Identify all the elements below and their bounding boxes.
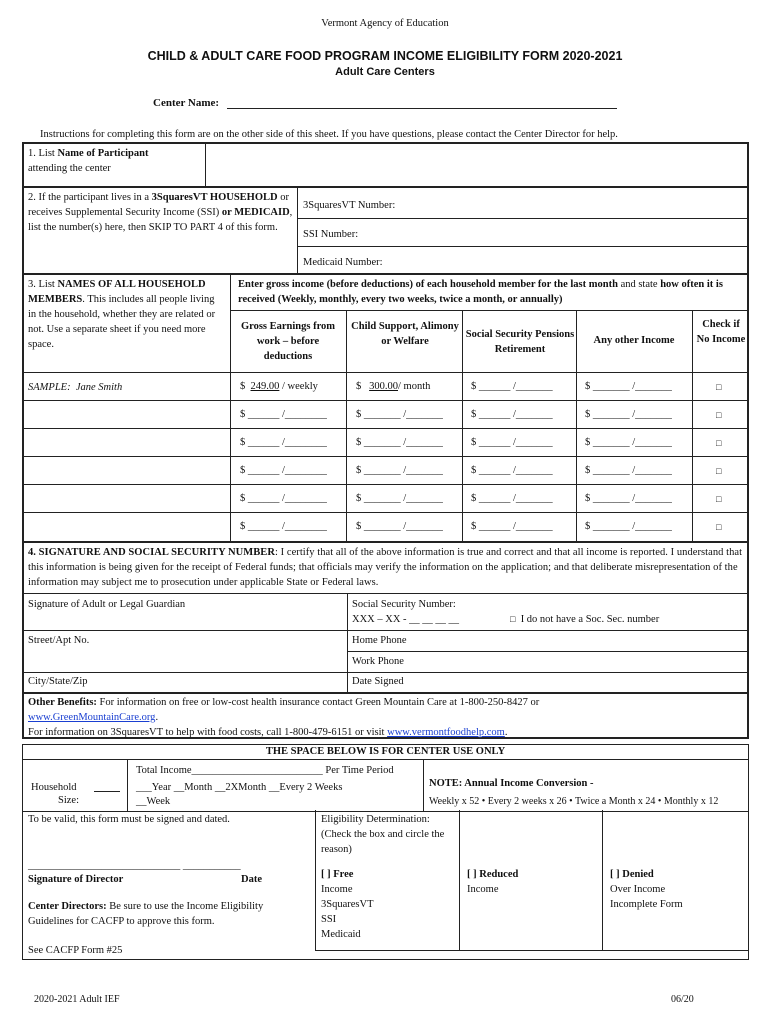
member-name-input[interactable] — [24, 458, 229, 484]
income-gross-earnings-input[interactable]: $ ______ /________ — [240, 521, 327, 532]
income-gross-earnings-input[interactable]: $ ______ /________ — [240, 493, 327, 504]
col-other-income: Any other Income — [593, 335, 675, 346]
form-title: CHILD & ADULT CARE FOOD PROGRAM INCOME ELIGIBILITY FORM 2020-2021 — [147, 49, 623, 63]
valid-notice: To be valid, this form must be signed and dated. — [28, 814, 230, 825]
col-social-security: Social Security Pensions Retirement — [465, 329, 575, 355]
income-child-support-input[interactable]: $ _______ /_______ — [356, 493, 443, 504]
income-child-support-input[interactable]: $ _______ /_______ — [356, 437, 443, 448]
income-gross-earnings-input[interactable]: $ ______ /________ — [240, 465, 327, 476]
part1-label: 1. List Name of Participant attending the center — [28, 148, 149, 174]
no-ssn-checkbox[interactable]: □ — [510, 614, 516, 624]
reduced-option[interactable]: [ ] Reduced Income — [467, 869, 519, 895]
income-instructions: Enter gross income (before deductions) of each household member for the last month and state how often it is received (Weekly, monthly, every two weeks, twice a month, or annually) — [238, 279, 723, 305]
col-child-support: Child Support, Alimony or Welfare — [351, 321, 459, 347]
other-benefits: Other Benefits: For information on free or low-cost health insurance contact Green Mountain Care at 1-800-250-8427 or www.GreenMountainCare.org. For information on 3SquaresVT to help with food costs, call 1-800-479-6151 or visit www.vermontfoodhelp.com. — [28, 697, 540, 738]
eligibility-determination: Eligibility Determination: (Check the box and circle the reason) — [321, 814, 445, 855]
col-gross-earnings: Gross Earnings from work – before deductions — [240, 321, 336, 362]
income-other-income-input[interactable]: $ _______ /_______ — [585, 521, 672, 532]
vermontfoodhelp-link[interactable]: www.vermontfoodhelp.com — [387, 727, 505, 738]
frequency-options[interactable]: ___Year __Month __2XMonth __Every 2 Weeks — [136, 782, 343, 793]
income-social-security-input[interactable]: $ ______ /_______ — [471, 409, 553, 420]
household-size-input[interactable] — [94, 791, 120, 792]
income-social-security-input[interactable]: $ ______ /_______ — [471, 521, 553, 532]
work-phone-field[interactable]: Work Phone — [352, 656, 404, 667]
director-signature-label: Signature of Director — [28, 874, 124, 885]
total-income-field[interactable]: Total Income_________________________ Per Time Period — [136, 765, 394, 776]
income-other-income-input[interactable]: $ _______ /_______ — [585, 409, 672, 420]
denied-option[interactable]: [ ] Denied Over Income Incomplete Form — [610, 869, 683, 910]
footer-form-id: 2020-2021 Adult IEF — [34, 994, 120, 1005]
center-name-input[interactable] — [227, 108, 617, 109]
instructions: Instructions for completing this form are on the other side of this sheet. If you have questions, please contact the Center Director for help. — [40, 129, 618, 140]
3squaresvt-number-field[interactable]: 3SquaresVT Number: — [303, 200, 396, 211]
income-social-security-input[interactable]: $ ______ /_______ — [471, 465, 553, 476]
sample-gross-earnings: $ 249.00 / weekly — [240, 381, 318, 392]
sample-no-income-checkbox: □ — [716, 382, 722, 392]
household-size-label: Size: — [58, 795, 79, 806]
note-conversion: Weekly x 52 • Every 2 weeks x 26 • Twice a Month x 24 • Monthly x 12 — [429, 796, 719, 807]
income-gross-earnings-input[interactable]: $ ______ /________ — [240, 437, 327, 448]
ssn-input[interactable]: XXX – XX - __ __ __ __ — [352, 614, 460, 625]
sample-child-support: $ 300.00/ month — [356, 381, 431, 392]
see-form: See CACFP Form #25 — [28, 945, 123, 956]
sample-other-income: $ _______ /_______ — [585, 381, 672, 392]
form-subtitle: Adult Care Centers — [335, 66, 435, 78]
part3-label: 3. List NAMES OF ALL HOUSEHOLD MEMBERS. This includes all people living in the household, whether they are related or not. Use a separate sheet if you need more space. — [28, 279, 216, 350]
income-other-income-input[interactable]: $ _______ /_______ — [585, 493, 672, 504]
member-name-input[interactable] — [24, 486, 229, 512]
income-other-income-input[interactable]: $ _______ /_______ — [585, 437, 672, 448]
no-income-checkbox[interactable]: □ — [716, 522, 722, 532]
center-use-title: THE SPACE BELOW IS FOR CENTER USE ONLY — [265, 746, 506, 757]
sample-social-security: $ ______ /_______ — [471, 381, 553, 392]
no-ssn-option[interactable]: □ I do not have a Soc. Sec. number — [510, 614, 660, 625]
no-income-checkbox[interactable]: □ — [716, 466, 722, 476]
no-income-checkbox[interactable]: □ — [716, 494, 722, 504]
center-name-label: Center Name: — [153, 97, 220, 109]
medicaid-number-field[interactable]: Medicaid Number: — [303, 257, 383, 268]
income-social-security-input[interactable]: $ ______ /_______ — [471, 493, 553, 504]
income-child-support-input[interactable]: $ _______ /_______ — [356, 521, 443, 532]
income-social-security-input[interactable]: $ ______ /_______ — [471, 437, 553, 448]
member-name-input[interactable] — [24, 430, 229, 456]
no-income-checkbox[interactable]: □ — [716, 410, 722, 420]
home-phone-field[interactable]: Home Phone — [352, 635, 407, 646]
greenmountaincare-link[interactable]: www.GreenMountainCare.org — [28, 712, 156, 723]
part2-label: 2. If the participant lives in a 3SquaresVT HOUSEHOLD or receives Supplemental Security Income (SSI) or MEDICAID, list the number(s) here, then SKIP TO PART 4 of this form. — [28, 192, 293, 233]
footer-date: 06/20 — [671, 994, 694, 1005]
free-option[interactable]: [ ] Free Income 3SquaresVT SSI Medicaid — [321, 869, 374, 940]
part4-statement: 4. SIGNATURE AND SOCIAL SECURITY NUMBER: I certify that all of the above information is true and correct and that all income is reported. I understand that this information is being given for the receipt of Federal funds; that officials may verify the information on the application; and that deliberate misrepresentation of the information may subject me to prosecution under applicable State or Federal laws. — [28, 547, 743, 588]
center-directors-note: Center Directors: Be sure to use the Income Eligibility Guidelines for CACFP to approve this form. — [28, 901, 264, 927]
income-child-support-input[interactable]: $ _______ /_______ — [356, 465, 443, 476]
agency-name: Vermont Agency of Education — [321, 18, 449, 29]
income-child-support-input[interactable]: $ _______ /_______ — [356, 409, 443, 420]
director-signature-line[interactable]: _____________________________ ___________ — [28, 860, 241, 871]
participant-name-input[interactable] — [207, 144, 747, 185]
household-label: Household — [31, 782, 77, 793]
income-gross-earnings-input[interactable]: $ ______ /________ — [240, 409, 327, 420]
street-field[interactable]: Street/Apt No. — [28, 635, 90, 646]
signature-guardian-field[interactable]: Signature of Adult or Legal Guardian — [28, 599, 186, 610]
ssi-number-field[interactable]: SSI Number: — [303, 229, 359, 240]
frequency-week[interactable]: __Week — [136, 796, 171, 807]
income-other-income-input[interactable]: $ _______ /_______ — [585, 465, 672, 476]
ssn-label: Social Security Number: — [352, 599, 456, 610]
date-signed-field[interactable]: Date Signed — [352, 676, 404, 687]
sample-row-name: SAMPLE: Jane Smith — [28, 382, 123, 393]
col-no-income: Check if No Income — [696, 319, 746, 345]
director-date-label: Date — [241, 874, 262, 885]
member-name-input[interactable] — [24, 514, 229, 540]
member-name-input[interactable] — [24, 402, 229, 428]
note-title: NOTE: Annual Income Conversion - — [429, 778, 594, 789]
city-field[interactable]: City/State/Zip — [28, 676, 88, 687]
no-income-checkbox[interactable]: □ — [716, 438, 722, 448]
